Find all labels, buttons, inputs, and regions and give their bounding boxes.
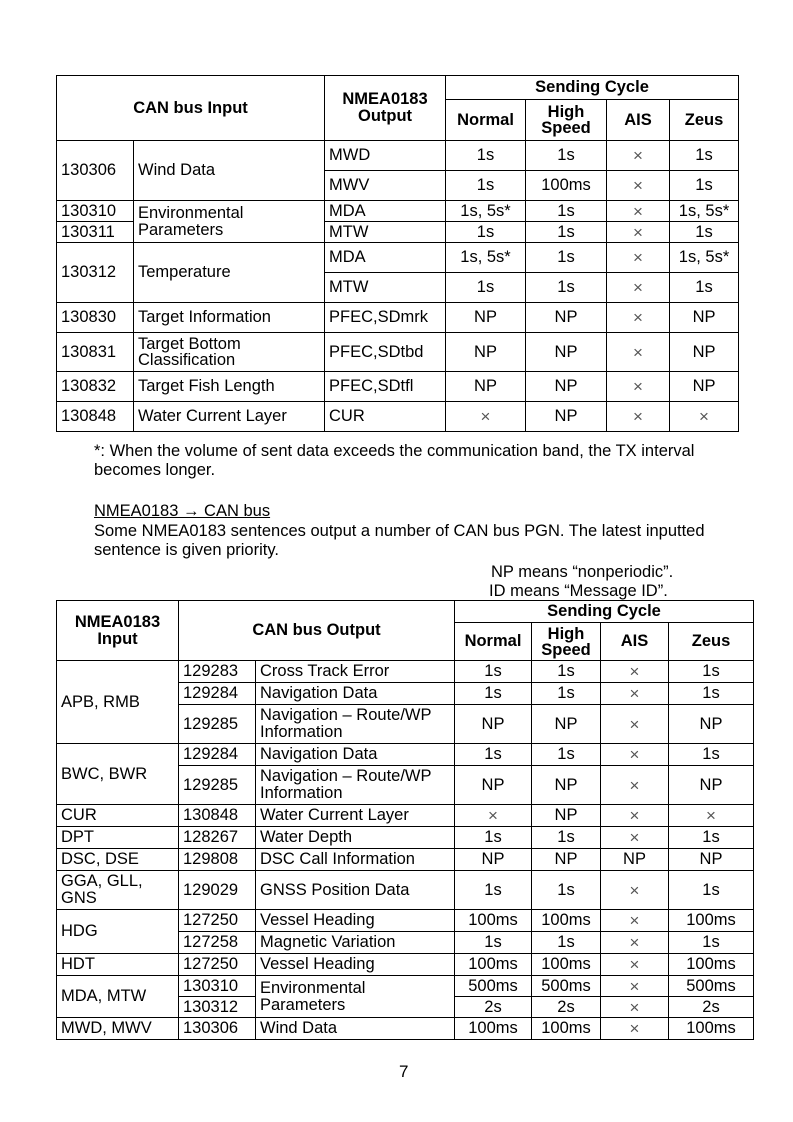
ais-cell: × [601, 976, 669, 997]
header-normal: Normal [446, 100, 526, 141]
pgn-cell: 130306 [179, 1018, 256, 1040]
ais-cell: × [607, 273, 670, 303]
table-row [57, 661, 754, 683]
ais-cell: × [601, 744, 669, 766]
normal-cell: 500ms [455, 976, 532, 997]
output-cell: PFEC,SDtfl [325, 372, 446, 402]
table-row [57, 201, 739, 222]
high-speed-cell: NP [532, 805, 601, 827]
header-high-speed: High Speed [532, 623, 601, 661]
ais-cell: × [607, 333, 670, 372]
high-speed-cell: 100ms [532, 910, 601, 932]
pgn-cell: 129283 [179, 661, 256, 683]
ais-cell: × [601, 766, 669, 805]
table-row [57, 744, 754, 766]
ais-cell: × [601, 805, 669, 827]
zeus-cell: NP [669, 849, 754, 871]
section-heading: NMEA0183 → CAN bus [94, 502, 271, 520]
ais-cell: × [607, 222, 670, 243]
ais-cell: × [601, 705, 669, 744]
header-sending-cycle: Sending Cycle [446, 76, 739, 100]
table-row [57, 303, 739, 333]
zeus-cell: NP [670, 303, 739, 333]
normal-cell: 1s [446, 273, 526, 303]
normal-cell: 1s [446, 222, 526, 243]
pgn-cell: 130310 [57, 201, 134, 222]
normal-cell: NP [455, 766, 532, 805]
ais-cell: × [607, 372, 670, 402]
high-speed-cell: 1s [526, 243, 607, 273]
header-nmea-output: NMEA0183 Output [325, 76, 446, 141]
pgn-cell: 129808 [179, 849, 256, 871]
pgn-name-cell: Temperature [134, 243, 325, 303]
zeus-cell: NP [670, 333, 739, 372]
normal-cell: 1s [455, 827, 532, 849]
zeus-cell: NP [669, 766, 754, 805]
zeus-cell: 1s [669, 683, 754, 705]
can-to-nmea-table [56, 75, 739, 432]
zeus-cell: 100ms [669, 954, 754, 976]
table-row [57, 243, 739, 273]
normal-cell: 100ms [455, 1018, 532, 1040]
ais-cell: × [607, 141, 670, 171]
header-zeus: Zeus [670, 100, 739, 141]
zeus-cell: 100ms [669, 910, 754, 932]
high-speed-cell: 1s [526, 273, 607, 303]
high-speed-cell: NP [526, 303, 607, 333]
ais-cell: × [607, 303, 670, 333]
zeus-cell: 1s [669, 744, 754, 766]
header-normal: Normal [455, 623, 532, 661]
input-cell: GGA, GLL, GNS [57, 871, 179, 910]
high-speed-cell: 100ms [532, 1018, 601, 1040]
zeus-cell: × [669, 805, 754, 827]
zeus-cell: 1s, 5s* [670, 201, 739, 222]
pgn-name-cell: Environmental Parameters [256, 976, 455, 1018]
pgn-cell: 129285 [179, 766, 256, 805]
normal-cell: 1s, 5s* [446, 243, 526, 273]
output-cell: CUR [325, 402, 446, 432]
pgn-cell: 130848 [179, 805, 256, 827]
zeus-cell: 2s [669, 997, 754, 1018]
pgn-name-cell: Navigation Data [256, 744, 455, 766]
pgn-cell: 130311 [57, 222, 134, 243]
high-speed-cell: 1s [532, 661, 601, 683]
output-cell: PFEC,SDtbd [325, 333, 446, 372]
note-np: NP means “nonperiodic”. [491, 563, 674, 581]
pgn-cell: 129284 [179, 744, 256, 766]
table-row [57, 1018, 754, 1040]
high-speed-cell: 1s [526, 141, 607, 171]
zeus-cell: 1s, 5s* [670, 243, 739, 273]
ais-cell: × [607, 402, 670, 432]
zeus-cell: 1s [670, 141, 739, 171]
pgn-cell: 129285 [179, 705, 256, 744]
ais-cell: × [607, 171, 670, 201]
pgn-name-cell: DSC Call Information [256, 849, 455, 871]
table-row [57, 849, 754, 871]
ais-cell: NP [601, 849, 669, 871]
high-speed-cell: NP [526, 333, 607, 372]
high-speed-cell: 500ms [532, 976, 601, 997]
normal-cell: 2s [455, 997, 532, 1018]
high-speed-cell: NP [526, 402, 607, 432]
high-speed-cell: 1s [532, 683, 601, 705]
normal-cell: × [455, 805, 532, 827]
pgn-name-cell: Target Bottom Classification [134, 333, 325, 372]
pgn-name-cell: Cross Track Error [256, 661, 455, 683]
pgn-cell: 127250 [179, 910, 256, 932]
table-row [57, 805, 754, 827]
table-row [57, 333, 739, 372]
pgn-cell: 130830 [57, 303, 134, 333]
pgn-name-cell: Vessel Heading [256, 910, 455, 932]
ais-cell: × [601, 661, 669, 683]
zeus-cell: 1s [669, 661, 754, 683]
pgn-name-cell: Wind Data [134, 141, 325, 201]
zeus-cell: 100ms [669, 1018, 754, 1040]
zeus-cell: 1s [669, 932, 754, 954]
ais-cell: × [601, 683, 669, 705]
high-speed-cell: NP [532, 766, 601, 805]
high-speed-cell: 1s [526, 201, 607, 222]
pgn-cell: 130848 [57, 402, 134, 432]
high-speed-cell: 1s [532, 744, 601, 766]
zeus-cell: 1s [669, 827, 754, 849]
table-row [57, 871, 754, 910]
note-id: ID means “Message ID”. [489, 582, 668, 600]
pgn-cell: 129029 [179, 871, 256, 910]
normal-cell: 1s [455, 683, 532, 705]
header-sending-cycle: Sending Cycle [455, 601, 754, 623]
zeus-cell: 1s [670, 222, 739, 243]
table-row [57, 402, 739, 432]
ais-cell: × [607, 201, 670, 222]
pgn-name-cell: Navigation – Route/WP Information [256, 705, 455, 744]
input-cell: HDT [57, 954, 179, 976]
normal-cell: NP [455, 705, 532, 744]
pgn-name-cell: GNSS Position Data [256, 871, 455, 910]
pgn-cell: 130312 [179, 997, 256, 1018]
input-cell: DSC, DSE [57, 849, 179, 871]
zeus-cell: NP [670, 372, 739, 402]
normal-cell: NP [455, 849, 532, 871]
pgn-name-cell: Water Current Layer [256, 805, 455, 827]
table-row [57, 910, 754, 932]
pgn-cell: 127258 [179, 932, 256, 954]
high-speed-cell: 100ms [526, 171, 607, 201]
high-speed-cell: 1s [532, 827, 601, 849]
pgn-name-cell: Target Fish Length [134, 372, 325, 402]
output-cell: PFEC,SDmrk [325, 303, 446, 333]
header-zeus: Zeus [669, 623, 754, 661]
high-speed-cell: NP [532, 849, 601, 871]
header-nmea-input: NMEA0183 Input [57, 601, 179, 661]
ais-cell: × [607, 243, 670, 273]
high-speed-cell: 1s [532, 871, 601, 910]
header-can-bus-output: CAN bus Output [179, 601, 455, 661]
header-can-bus-input: CAN bus Input [57, 76, 325, 141]
high-speed-cell: 1s [526, 222, 607, 243]
ais-cell: × [601, 932, 669, 954]
pgn-name-cell: Magnetic Variation [256, 932, 455, 954]
section-description: Some NMEA0183 sentences output a number of CAN bus PGN. The latest inputted sentence is given priority. [94, 522, 705, 559]
footnote: *: When the volume of sent data exceeds the communication band, the TX interval becomes longer. [94, 442, 695, 479]
normal-cell: 1s [446, 141, 526, 171]
ais-cell: × [601, 997, 669, 1018]
normal-cell: 1s [455, 744, 532, 766]
pgn-name-cell: Environmental Parameters [134, 201, 325, 243]
zeus-cell: 1s [670, 273, 739, 303]
high-speed-cell: 1s [532, 932, 601, 954]
table-row [57, 954, 754, 976]
pgn-cell: 130831 [57, 333, 134, 372]
high-speed-cell: NP [526, 372, 607, 402]
header-ais: AIS [607, 100, 670, 141]
zeus-cell: 500ms [669, 976, 754, 997]
normal-cell: NP [446, 333, 526, 372]
pgn-name-cell: Navigation – Route/WP Information [256, 766, 455, 805]
normal-cell: 1s [446, 171, 526, 201]
ais-cell: × [601, 871, 669, 910]
table-row [57, 141, 739, 171]
zeus-cell: × [670, 402, 739, 432]
normal-cell: × [446, 402, 526, 432]
normal-cell: 100ms [455, 954, 532, 976]
pgn-name-cell: Navigation Data [256, 683, 455, 705]
table-row [57, 372, 739, 402]
zeus-cell: 1s [670, 171, 739, 201]
pgn-name-cell: Water Current Layer [134, 402, 325, 432]
output-cell: MWV [325, 171, 446, 201]
normal-cell: 1s [455, 871, 532, 910]
pgn-cell: 129284 [179, 683, 256, 705]
pgn-cell: 130306 [57, 141, 134, 201]
table-row [57, 827, 754, 849]
ais-cell: × [601, 954, 669, 976]
ais-cell: × [601, 910, 669, 932]
pgn-name-cell: Wind Data [256, 1018, 455, 1040]
input-cell: MDA, MTW [57, 976, 179, 1018]
normal-cell: 100ms [455, 910, 532, 932]
input-cell: BWC, BWR [57, 744, 179, 805]
normal-cell: 1s [455, 661, 532, 683]
zeus-cell: 1s [669, 871, 754, 910]
output-cell: MWD [325, 141, 446, 171]
output-cell: MDA [325, 243, 446, 273]
header-high-speed: High Speed [526, 100, 607, 141]
ais-cell: × [601, 1018, 669, 1040]
pgn-cell: 128267 [179, 827, 256, 849]
pgn-name-cell: Water Depth [256, 827, 455, 849]
high-speed-cell: 100ms [532, 954, 601, 976]
input-cell: HDG [57, 910, 179, 954]
output-cell: MTW [325, 222, 446, 243]
pgn-name-cell: Target Information [134, 303, 325, 333]
input-cell: DPT [57, 827, 179, 849]
input-cell: CUR [57, 805, 179, 827]
pgn-name-cell: Vessel Heading [256, 954, 455, 976]
ais-cell: × [601, 827, 669, 849]
output-cell: MDA [325, 201, 446, 222]
pgn-cell: 130832 [57, 372, 134, 402]
pgn-cell: 130312 [57, 243, 134, 303]
normal-cell: NP [446, 372, 526, 402]
zeus-cell: NP [669, 705, 754, 744]
input-cell: APB, RMB [57, 661, 179, 744]
high-speed-cell: 2s [532, 997, 601, 1018]
nmea-to-can-table [56, 600, 754, 1040]
output-cell: MTW [325, 273, 446, 303]
normal-cell: 1s, 5s* [446, 201, 526, 222]
high-speed-cell: NP [532, 705, 601, 744]
normal-cell: 1s [455, 932, 532, 954]
pgn-cell: 130310 [179, 976, 256, 997]
header-ais: AIS [601, 623, 669, 661]
pgn-cell: 127250 [179, 954, 256, 976]
normal-cell: NP [446, 303, 526, 333]
page-number: 7 [399, 1062, 409, 1081]
table-row [57, 976, 754, 997]
input-cell: MWD, MWV [57, 1018, 179, 1040]
